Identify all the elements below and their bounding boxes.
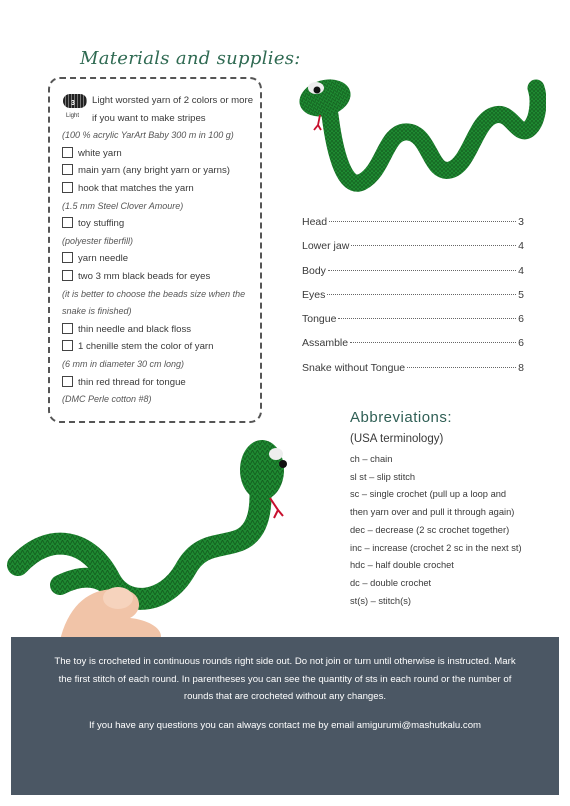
- material-text: (DMC Perle cotton #8): [62, 394, 152, 405]
- material-item: [62, 321, 258, 339]
- toc-entry[interactable]: [302, 265, 524, 289]
- material-item: [62, 374, 258, 392]
- toc-page: 3: [518, 216, 524, 228]
- abbreviations-subtitle: (USA terminology): [350, 433, 444, 445]
- footer-contact: If you have any questions you can always contact me by email amigurumi@mashutkalu.com: [88, 720, 482, 731]
- material-text: yarn needle: [78, 253, 129, 265]
- toc-entry[interactable]: [302, 289, 524, 313]
- toc-entry[interactable]: [302, 362, 524, 386]
- material-text: Light worsted yarn of 2 colors or more if you want to make stripes: [92, 95, 254, 124]
- checkbox[interactable]: [62, 182, 73, 193]
- checkbox[interactable]: [62, 164, 73, 175]
- material-note: [62, 127, 258, 145]
- toc-leader: [327, 294, 516, 295]
- material-text: (1.5 mm Steel Clover Amoure): [62, 200, 184, 211]
- material-text: (100 % acrylic YarArt Baby 300 m in 100 g): [62, 130, 234, 141]
- checkbox[interactable]: [62, 376, 73, 387]
- material-text: hook that matches the yarn: [78, 182, 194, 194]
- yarn-weight-icon: [62, 92, 88, 119]
- abbreviation-item: dec – decrease (2 sc crochet together): [350, 524, 510, 535]
- toc-entry[interactable]: [302, 216, 524, 240]
- toc-page: 6: [518, 337, 524, 350]
- material-item: [62, 145, 258, 163]
- toc-page: 4: [518, 264, 524, 277]
- checkbox[interactable]: [62, 147, 73, 158]
- material-text: two 3 mm black beads for eyes: [78, 270, 211, 282]
- toc-label: Tongue: [302, 313, 337, 326]
- abbreviation-item: sc – single crochet (pull up a loop and: [350, 489, 507, 500]
- checkbox[interactable]: [62, 340, 73, 351]
- material-item: [62, 92, 258, 127]
- material-note: [62, 198, 258, 216]
- checkbox[interactable]: [62, 323, 73, 334]
- material-note: [62, 233, 258, 251]
- abbreviation-item: inc – increase (crochet 2 sc in the next st): [350, 542, 522, 553]
- material-item: [62, 215, 258, 233]
- toc-label: Lower jaw: [302, 240, 350, 253]
- toc-leader: [407, 367, 516, 368]
- material-item: [62, 162, 258, 180]
- toc-page: 8: [518, 361, 524, 374]
- toc-leader: [329, 221, 516, 222]
- checkbox[interactable]: [62, 270, 73, 281]
- abbreviation-item: sl st – slip stitch: [350, 471, 416, 482]
- toc-page: 6: [518, 313, 524, 326]
- toc-entry[interactable]: [302, 313, 524, 337]
- toc-label: Eyes: [302, 288, 326, 301]
- material-text: (it is better to choose the beads size when the snake is finished): [62, 288, 246, 317]
- material-text: (6 mm in diameter 30 cm long): [62, 358, 185, 369]
- materials-title: Materials and supplies:: [80, 48, 301, 69]
- materials-list: [62, 92, 258, 409]
- material-item: [62, 180, 258, 198]
- abbreviation-item: dc – double crochet: [350, 577, 432, 588]
- toc-page: 4: [518, 240, 524, 253]
- toc-entry[interactable]: [302, 240, 524, 264]
- toc-label: Assamble: [302, 337, 349, 350]
- material-text: white yarn: [78, 147, 122, 159]
- material-text: main yarn (any bright yarn or yarns): [78, 165, 230, 177]
- abbreviations-title: Abbreviations:: [350, 409, 453, 426]
- toc-leader: [350, 342, 516, 343]
- yarn-weight-label: Light: [66, 113, 80, 119]
- toc-label: Body: [302, 264, 326, 277]
- toc-leader: [338, 318, 516, 319]
- toc-leader: [328, 270, 516, 271]
- footer-instructions: The toy is crocheted in continuous rounds right side out. Do not join or turn until otherwise is instructed. Mark the first stitch of each round. In parentheses you can see the quantity of sts in each round or the number of rounds that are crocheted without any changes.: [54, 656, 516, 702]
- material-text: toy stuffing: [78, 218, 125, 230]
- material-text: (polyester fiberfill): [62, 235, 134, 246]
- material-text: 1 chenille stem the color of yarn: [78, 341, 214, 353]
- abbreviation-item: then yarn over and pull it through again): [350, 507, 515, 518]
- footer-info-panel: [11, 637, 559, 795]
- toc-page: 5: [518, 288, 524, 301]
- yarn-weight-number: 3: [71, 100, 75, 107]
- material-note: [62, 391, 258, 409]
- material-item: [62, 250, 258, 268]
- abbreviations-list: [350, 451, 550, 610]
- abbreviation-item: hdc – half double crochet: [350, 560, 454, 571]
- snake-photo-top: [290, 60, 546, 200]
- toc-label: Snake without Tongue: [302, 361, 406, 374]
- material-note: [62, 356, 258, 374]
- checkbox[interactable]: [62, 217, 73, 228]
- abbreviation-item: st(s) – stitch(s): [350, 595, 411, 606]
- toc-label: Head: [302, 216, 328, 228]
- toc-entry[interactable]: [302, 337, 524, 361]
- table-of-contents: [302, 216, 524, 386]
- checkbox[interactable]: [62, 252, 73, 263]
- material-item: [62, 268, 258, 286]
- material-note: [62, 286, 258, 321]
- abbreviation-item: ch – chain: [350, 454, 393, 464]
- toc-leader: [351, 245, 516, 246]
- material-text: thin needle and black floss: [78, 323, 192, 335]
- material-item: [62, 338, 258, 356]
- snake-photo-hand: [0, 430, 300, 640]
- material-text: thin red thread for tongue: [78, 376, 186, 388]
